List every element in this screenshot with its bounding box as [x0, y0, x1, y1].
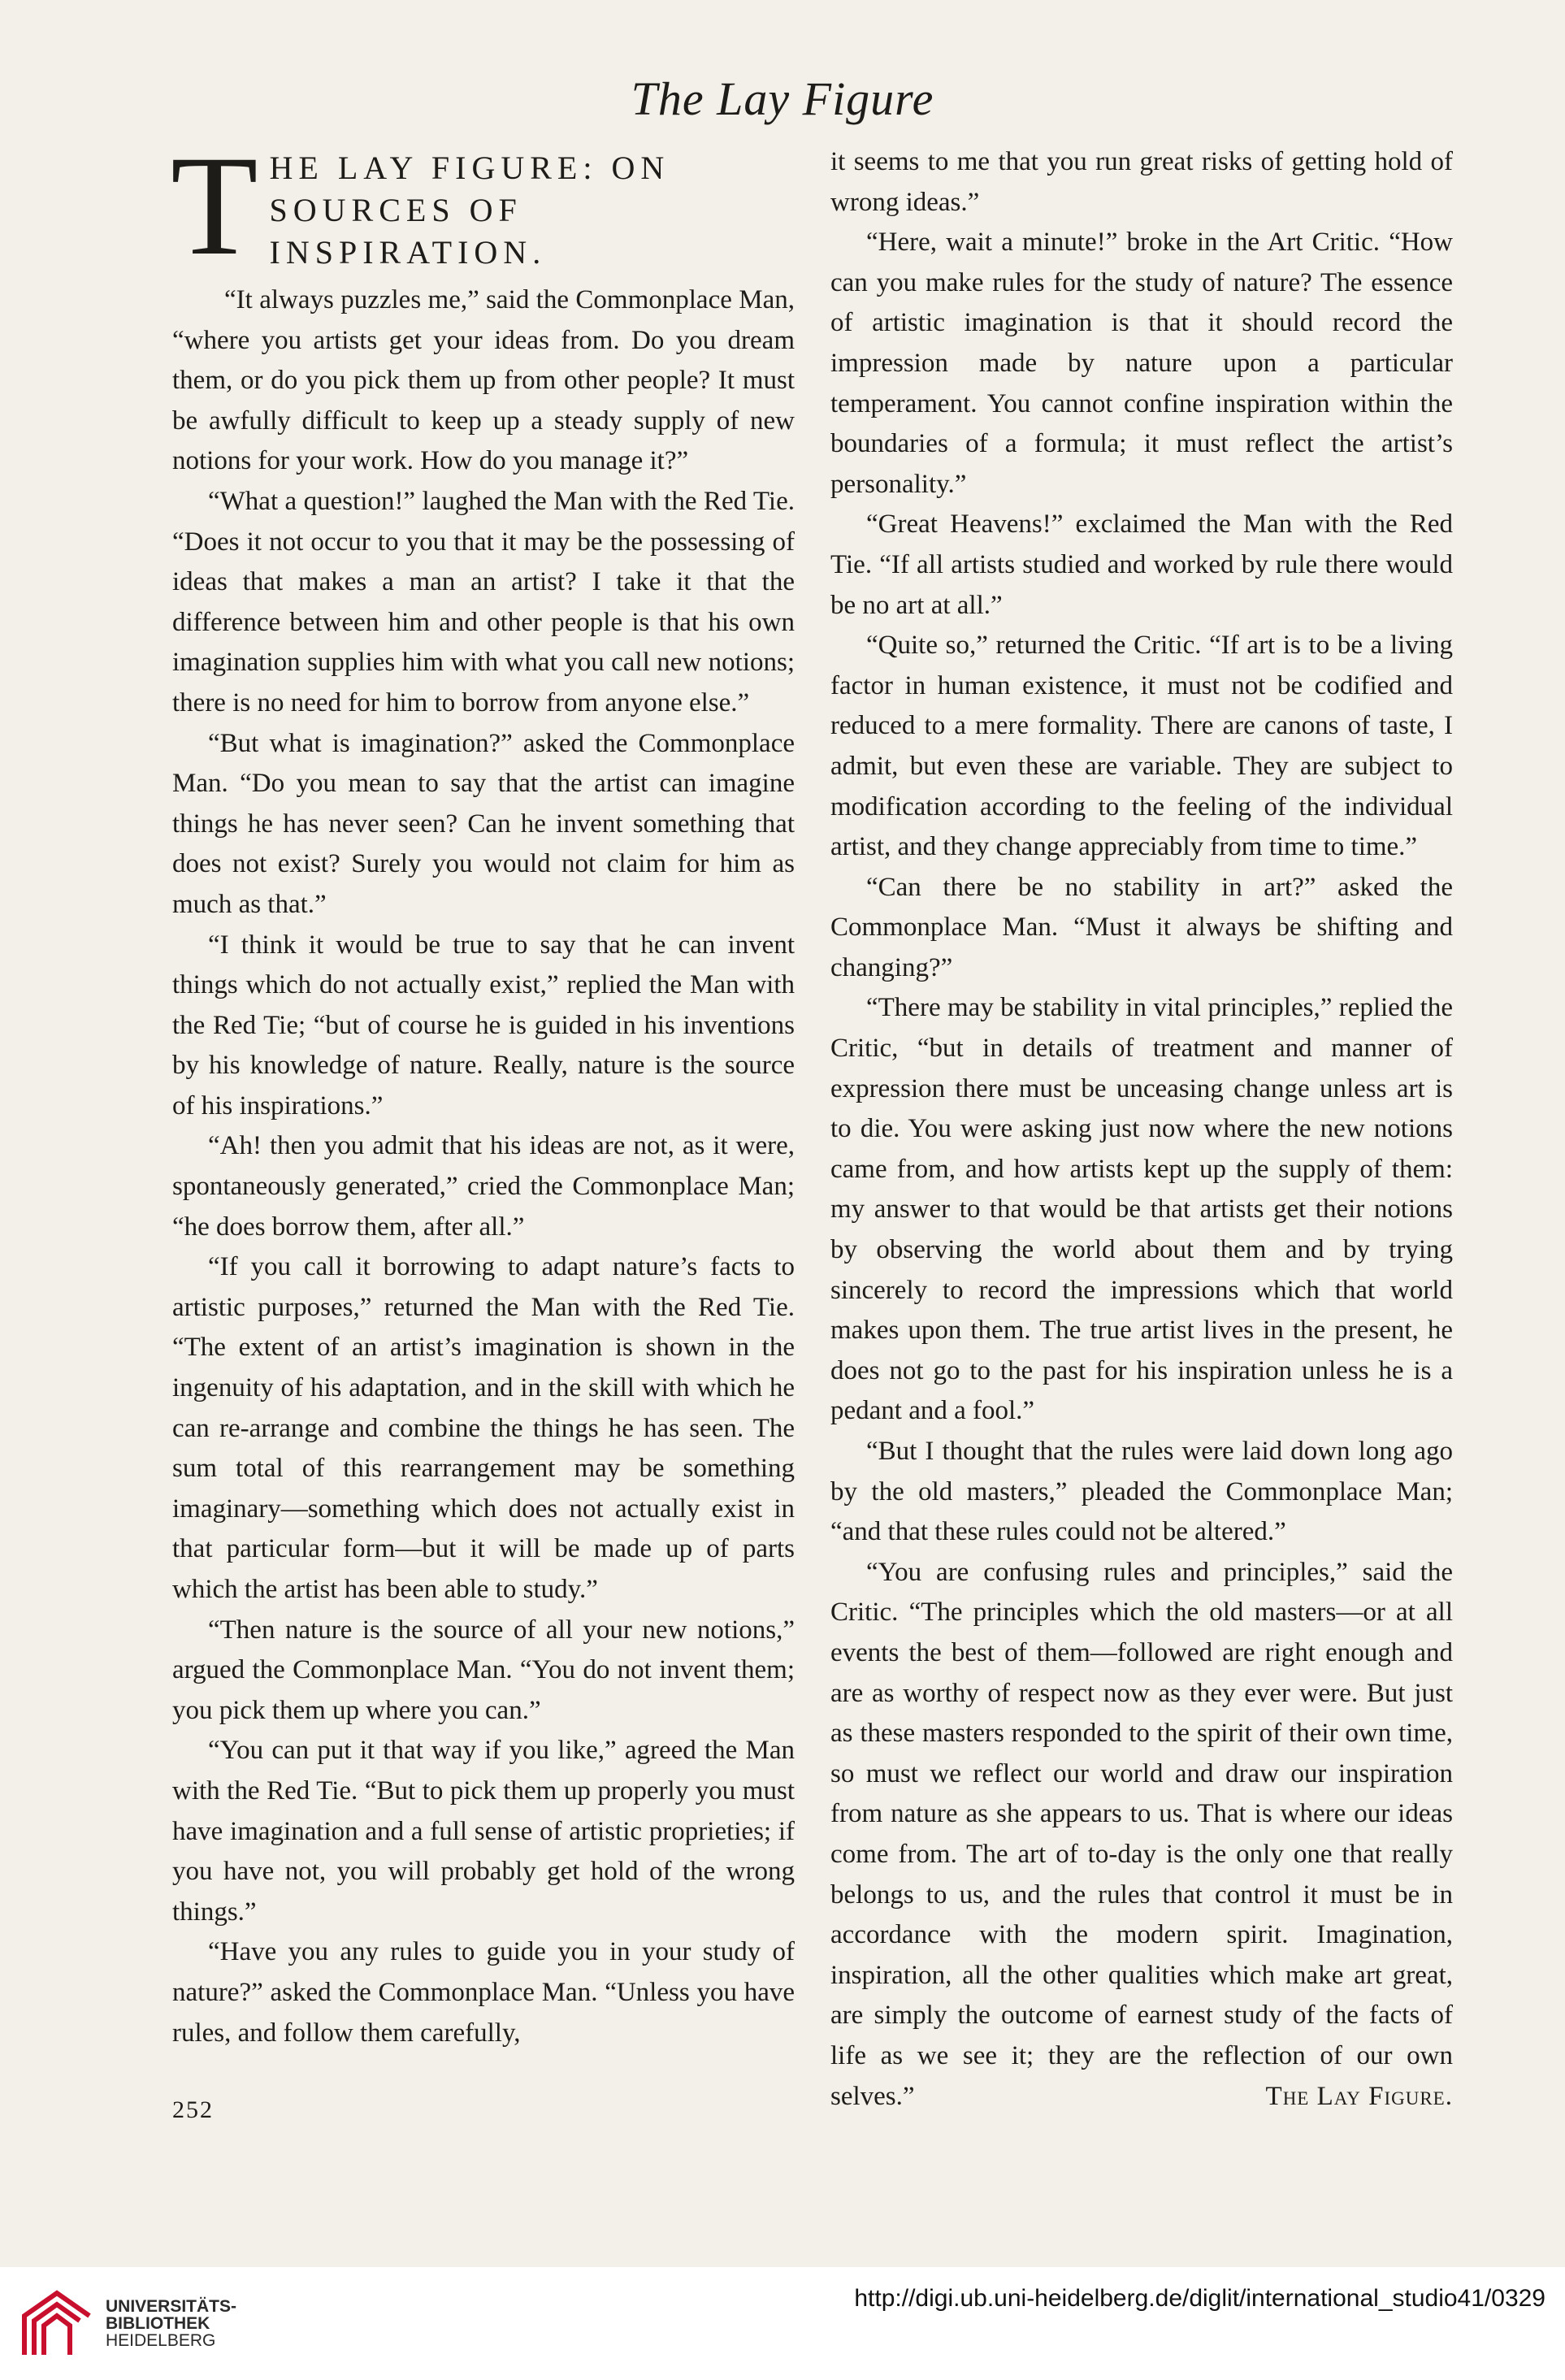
paragraph: “Ah! then you admit that his ideas are not, as it were, spontaneously generated,” cried the Commonplace Man; “he does borrow them, after all.” [172, 1131, 795, 1242]
page-number: 252 [172, 2096, 214, 2123]
paragraph: “It always puzzles me,” said the Commonplace Man, “where you artists get your ideas from. Do you dream them, or do you pick them up from other people? It must be awfully difficult to keep up a steady supply of new notions for your work. How do you manage it?” [172, 285, 795, 476]
paragraph: “But I thought that the rules were laid down long ago by the old masters,” pleaded the Commonplace Man; “and that these rules could not be altered.” [830, 1437, 1453, 1547]
left-column [171, 127, 795, 2053]
paragraph: “Can there be no stability in art?” asked the Commonplace Man. “Must it always be shifting and changing?” [830, 872, 1453, 982]
footer-bar [0, 2267, 1565, 2380]
paragraph-text: “You are confusing rules and principles,” said the Critic. “The principles which the old masters—or at all events the best of them—followed are right enough and are as worthy of respect now as they ever were. But just as these masters responded to the spirit of their own time, so must we reflect our world and draw our inspiration from nature as she appears to us. That is where our ideas come from. The art of to-day is the only one that really belongs to us, and the rules that control it must be in accordance with the modern spirit. Imagination, inspiration, all the other qualities which make art great, are simply the outcome of earnest study of the facts of life as we see it; they are the reflection of our own selves.” [830, 1557, 1453, 2111]
running-head: The Lay Figure [631, 72, 934, 125]
paragraph-final [830, 1553, 1453, 2117]
article-title-line-2: SOURCES OF INSPIRATION. [269, 192, 547, 271]
right-column [830, 142, 1453, 2117]
paragraph: “There may be stability in vital principles,” replied the Critic, “but in details of treatment and manner of expression there must be unceasing change unless art is to die. You were asking just now where the new notions came from, and how artists kept up the supply of them: my answer to that would be that artists get their notions by observing the world about them and by trying sincerely to record the impressions which that world makes upon them. The true artist lives in the present, he does not go to the past for his inspiration unless he is a pedant and a fool.” [830, 993, 1453, 1426]
library-name: UNIVERSITÄTS- BIBLIOTHEK HEIDELBERG [106, 2297, 237, 2350]
paragraph: “Quite so,” returned the Critic. “If art is to be a living factor in human existence, it must not be codified and reduced to a mere formality. There are canons of taste, I admit, but even these are variable. They are subject to modification according to the feeling of the individual artist, and they change appreciably from time to time.” [830, 631, 1453, 862]
paragraph: it seems to me that you run great risks of getting hold of wrong ideas.” [830, 147, 1453, 217]
article-title-line-1: HE LAY FIGURE: ON [269, 150, 670, 186]
source-url-link[interactable]: http://digi.ub.uni-heidelberg.de/diglit/international_studio41/0329 [854, 2285, 1545, 2312]
paragraph: “You can put it that way if you like,” agreed the Man with the Red Tie. “But to pick them up properly you must have imagination and a full sense of artistic proprieties; if you have not, you will probably get hold of the wrong things.” [172, 1736, 795, 1927]
paragraph: “I think it would be true to say that he can invent things which do not actually exist,” replied the Man with the Red Tie; “but of course he is guided in his inventions by his knowledge of nature. Really, nature is the source of his inspirations.” [172, 930, 795, 1121]
library-logo-icon [16, 2283, 98, 2365]
drop-cap: T [171, 127, 258, 285]
paragraph: “Have you any rules to guide you in your study of nature?” asked the Commonplace Man. “Unless you have rules, and follow them carefully, [172, 1937, 795, 2048]
paragraph: “Then nature is the source of all your new notions,” argued the Commonplace Man. “You do not invent them; you pick them up where you can.” [172, 1615, 795, 1725]
paragraph: “But what is imagination?” asked the Commonplace Man. “Do you mean to say that the artist can imagine things he has never seen? Can he invent something that does not exist? Surely you would not claim for him as much as that.” [172, 728, 795, 919]
signature: The Lay Figure. [1265, 2081, 1453, 2111]
paragraph: “Here, wait a minute!” broke in the Art Critic. “How can you make rules for the study of nature? The essence of artistic imagination is that it should record the impression made by nature upon a particular temperament. You cannot confine inspiration within the boundaries of a formula; it must reflect the artist’s personality.” [830, 228, 1453, 499]
paragraph: “Great Heavens!” exclaimed the Man with the Red Tie. “If all artists studied and worked by rule there would be no art at all.” [830, 509, 1453, 620]
paragraph: “What a question!” laughed the Man with the Red Tie. “Does it not occur to you that it may be the possessing of ideas that makes a man an artist? I take it that the difference between him and other people is that his own imagination supplies him with what you call new notions; there is no need for him to borrow from anyone else.” [172, 486, 795, 717]
paragraph: “If you call it borrowing to adapt nature’s facts to artistic purposes,” returned the Man with the Red Tie. “The extent of an artist’s imagination is shown in the ingenuity of his adaptation, and in the skill with which he can re-arrange and combine the things he has seen. The sum total of this rearrangement may be something imaginary—something which does not actually exist in that particular form—but it will be made up of parts which the artist has been able to study.” [172, 1252, 795, 1604]
